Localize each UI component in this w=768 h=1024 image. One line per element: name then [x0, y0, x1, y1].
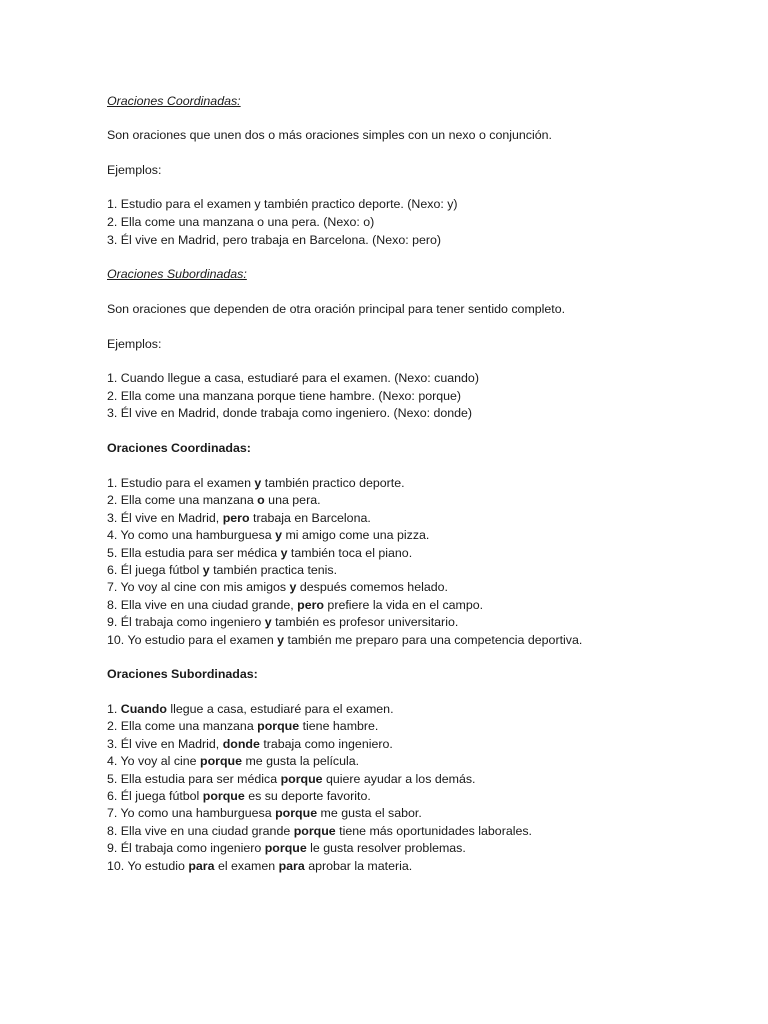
nexo-word: y — [275, 528, 282, 543]
example-line: 1. Estudio para el examen y también practico deporte. (Nexo: y) — [107, 197, 458, 211]
sentence-fragment: 9. Él trabaja como ingeniero — [107, 841, 265, 856]
example-line: 2. Ella come una manzana porque tiene hambre. (Nexo: porque) — [107, 389, 462, 403]
sentence-fragment: 4. Yo como una hamburguesa — [107, 528, 276, 543]
nexo-word: Cuando — [120, 702, 167, 716]
nexo-word: y — [264, 615, 272, 630]
nexo-word: porque — [275, 806, 318, 821]
list-item — [107, 475, 405, 491]
sentence-fragment: 6. Él juega fútbol — [107, 789, 203, 803]
nexo-word: y — [289, 580, 297, 595]
nexo-word: pero — [222, 510, 250, 525]
sentence-fragment: tiene más oportunidades laborales. — [335, 823, 532, 838]
sentence-fragment: llegue a casa, estudiaré para el examen. — [166, 702, 394, 716]
sentence-fragment: 5. Ella estudia para ser médica — [107, 545, 281, 560]
sentence-fragment: trabaja como ingeniero. — [259, 736, 393, 751]
sentence-fragment: también es profesor universitario. — [271, 615, 459, 630]
sentence-fragment: el examen — [214, 858, 279, 873]
sentence-fragment: también practico deporte. — [261, 476, 405, 490]
sentence-fragment: también toca el piano. — [287, 545, 413, 560]
list-item — [107, 736, 393, 752]
list-item — [107, 718, 378, 734]
sentence-fragment: tiene hambre. — [299, 719, 379, 734]
nexo-word: porque — [257, 719, 300, 734]
examples-label: Ejemplos: — [107, 163, 162, 177]
sentence-fragment: mi amigo come una pizza. — [282, 528, 430, 543]
sentence-fragment: 10. Yo estudio para el examen — [107, 632, 278, 647]
nexo-word: y — [277, 632, 285, 647]
sentence-fragment: le gusta resolver problemas. — [306, 841, 466, 856]
list-item — [107, 510, 371, 526]
sentence-fragment: 1. Estudio para el examen — [107, 476, 255, 490]
sentence-fragment: quiere ayudar a los demás. — [322, 771, 476, 786]
nexo-word: porque — [293, 823, 336, 838]
nexo-word: para — [278, 858, 305, 873]
sentence-fragment: 7. Yo como una hamburguesa — [107, 806, 276, 821]
sentence-fragment: aprobar la materia. — [304, 858, 413, 873]
section-heading-coordinadas-bold: Oraciones Coordinadas: — [107, 441, 251, 455]
section-heading-subordinadas: Oraciones Subordinadas: — [107, 267, 247, 281]
list-item — [107, 545, 412, 561]
list-item — [107, 492, 321, 508]
example-line: 1. Cuando llegue a casa, estudiaré para el examen. (Nexo: cuando) — [107, 371, 479, 385]
sentence-fragment: trabaja en Barcelona. — [249, 510, 371, 525]
sentence-fragment: 3. Él vive en Madrid, — [107, 736, 223, 751]
list-item — [107, 632, 582, 648]
nexo-word: para — [188, 858, 215, 873]
list-item — [107, 614, 458, 630]
sentence-fragment: prefiere la vida en el campo. — [323, 597, 484, 612]
sentence-fragment: 1. — [107, 702, 121, 716]
section-description: Son oraciones que unen dos o más oraciones simples con un nexo o conjunción. — [107, 128, 552, 142]
nexo-word: porque — [280, 771, 323, 786]
sentence-fragment: 2. Ella come una manzana — [107, 493, 258, 508]
section-heading-subordinadas-bold: Oraciones Subordinadas: — [107, 667, 258, 681]
nexo-word: o — [257, 493, 265, 508]
nexo-word: porque — [200, 754, 242, 769]
nexo-word: y — [202, 563, 210, 577]
sentence-fragment: una pera. — [264, 493, 321, 508]
sentence-fragment: es su deporte favorito. — [244, 789, 371, 803]
list-item — [107, 771, 475, 787]
list-item — [107, 527, 429, 543]
sentence-fragment: 7. Yo voy al cine con mis amigos — [107, 580, 290, 595]
nexo-word: y — [280, 545, 288, 560]
sentence-fragment: 3. Él vive en Madrid, — [107, 510, 223, 525]
nexo-word: pero — [297, 597, 324, 612]
sentence-fragment: 10. Yo estudio — [107, 858, 189, 873]
sentence-fragment: 2. Ella come una manzana — [107, 719, 258, 734]
list-item — [107, 805, 422, 821]
sentence-fragment: 8. Ella vive en una ciudad grande, — [107, 597, 298, 612]
sentence-fragment: también practica tenis. — [209, 563, 338, 577]
sentence-fragment: 5. Ella estudia para ser médica — [107, 771, 281, 786]
list-item — [107, 823, 532, 839]
sentence-fragment: me gusta el sabor. — [317, 806, 422, 821]
list-item — [107, 788, 371, 804]
nexo-word: porque — [264, 841, 307, 856]
nexo-word: y — [254, 476, 262, 490]
nexo-word: donde — [222, 736, 260, 751]
example-line: 3. Él vive en Madrid, pero trabaja en Barcelona. (Nexo: pero) — [107, 233, 442, 247]
sentence-fragment: 4. Yo voy al cine — [107, 754, 200, 769]
list-item — [107, 701, 394, 717]
list-item — [107, 562, 337, 578]
example-line: 2. Ella come una manzana o una pera. (Nexo: o) — [107, 215, 375, 229]
sentence-fragment: me gusta la película. — [242, 754, 360, 769]
sentence-fragment: 8. Ella vive en una ciudad grande — [107, 823, 294, 838]
section-heading-coordinadas: Oraciones Coordinadas: — [107, 94, 241, 108]
section-description: Son oraciones que dependen de otra oración principal para tener sentido completo. — [107, 302, 566, 316]
list-item — [107, 753, 359, 769]
sentence-fragment: 9. Él trabaja como ingeniero — [107, 615, 265, 630]
list-item — [107, 858, 412, 874]
sentence-fragment: también me preparo para una competencia deportiva. — [284, 632, 583, 647]
list-item — [107, 579, 448, 595]
examples-label: Ejemplos: — [107, 337, 162, 351]
sentence-fragment: 6. Él juega fútbol — [107, 563, 203, 577]
sentence-fragment: después comemos helado. — [296, 580, 448, 595]
example-line: 3. Él vive en Madrid, donde trabaja como ingeniero. (Nexo: donde) — [107, 406, 473, 420]
nexo-word: porque — [202, 789, 245, 803]
list-item — [107, 597, 483, 613]
list-item — [107, 840, 466, 856]
